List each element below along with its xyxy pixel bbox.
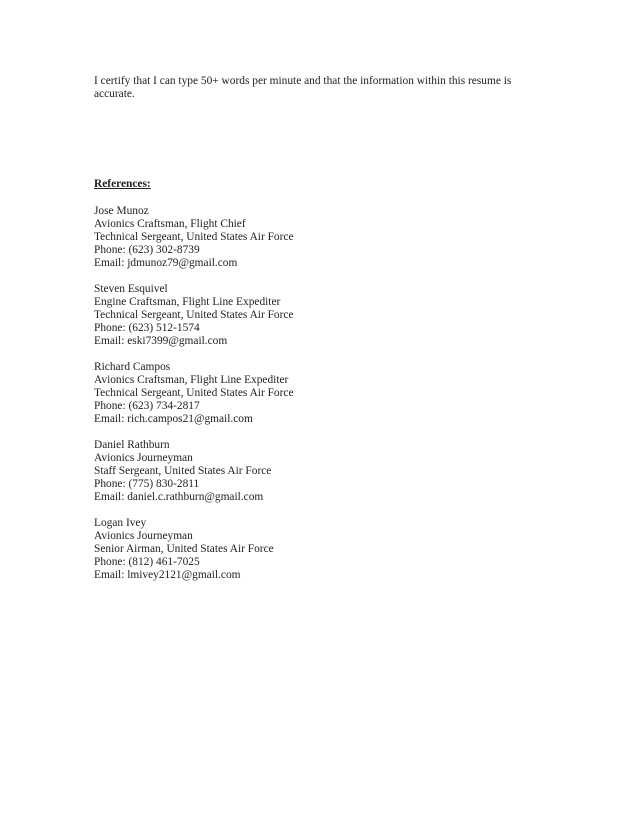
reference-entry: [94, 439, 294, 504]
reference-rank: Technical Sergeant, United States Air Force: [94, 309, 294, 321]
reference-phone: Phone: (775) 830-2811: [94, 478, 200, 490]
reference-role: Avionics Craftsman, Flight Chief: [94, 218, 246, 230]
reference-email: Email: rich.campos21@gmail.com: [94, 413, 253, 425]
reference-email: Email: lmivey2121@gmail.com: [94, 569, 241, 581]
references-list: [94, 205, 294, 595]
reference-role: Engine Craftsman, Flight Line Expediter: [94, 296, 281, 308]
reference-rank: Technical Sergeant, United States Air Force: [94, 231, 294, 243]
reference-rank: Staff Sergeant, United States Air Force: [94, 465, 272, 477]
reference-name: Richard Campos: [94, 361, 171, 373]
reference-name: Jose Munoz: [94, 205, 149, 217]
certification-statement: I certify that I can type 50+ words per minute and that the information within this resume is accurate.: [94, 75, 512, 100]
reference-phone: Phone: (623) 512-1574: [94, 322, 200, 334]
reference-entry: [94, 517, 294, 582]
reference-name: Steven Esquivel: [94, 283, 168, 295]
reference-name: Logan Ivey: [94, 517, 147, 529]
reference-role: Avionics Journeyman: [94, 452, 193, 464]
reference-rank: Senior Airman, United States Air Force: [94, 543, 274, 555]
reference-role: Avionics Craftsman, Flight Line Expediter: [94, 374, 289, 386]
reference-phone: Phone: (812) 461-7025: [94, 556, 200, 568]
reference-entry: [94, 205, 294, 270]
reference-phone: Phone: (623) 302-8739: [94, 244, 200, 256]
reference-email: Email: daniel.c.rathburn@gmail.com: [94, 491, 264, 503]
reference-entry: [94, 283, 294, 348]
reference-entry: [94, 361, 294, 426]
reference-name: Daniel Rathburn: [94, 439, 170, 451]
reference-email: Email: eski7399@gmail.com: [94, 335, 228, 347]
reference-phone: Phone: (623) 734-2817: [94, 400, 200, 412]
reference-role: Avionics Journeyman: [94, 530, 193, 542]
references-heading: References:: [94, 178, 151, 190]
reference-rank: Technical Sergeant, United States Air Force: [94, 387, 294, 399]
reference-email: Email: jdmunoz79@gmail.com: [94, 257, 238, 269]
